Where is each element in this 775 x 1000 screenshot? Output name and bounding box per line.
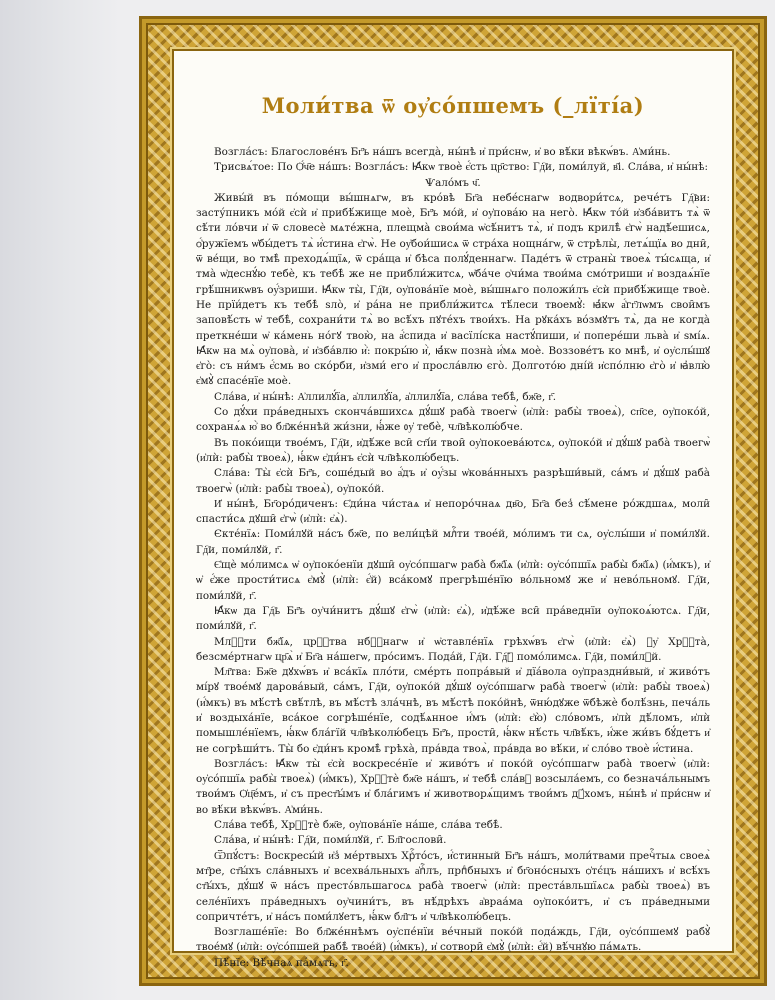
text-panel [172, 49, 734, 969]
paragraph: Ꙗ҆́кѡ да Гд҇ь Бг҃ъ оу҆чи́нитъ дꙋ́шꙋ є҆гѡ̀ (и҆лѝ: є҆ѧ̀), и҆дѣ́же вси̑ пра́веднїи оу҆покоѧ́ютсѧ. Гд҇и, поми́лꙋй, г҃. [196, 604, 710, 633]
paragraph: Млⷭ҇ти бж҃їѧ, црⷭ҇тва нбⷭ҇нагѡ и҆ ѡ҆ставле́нїѧ грѣхѡ́въ є҆гѡ̀ (и҆лѝ: є҆ѧ̀) ᲂу҆ Хрⷭ҇та̀, безсме́ртнагѡ цр҃ѧ̀ и҆ Бг҃а на́шегѡ, про́симъ. Пода́й, Гд҇и. Гд҇ꙋ помо́лимсѧ. Гд҇и, поми́лꙋй. [196, 635, 710, 663]
paragraph: Возгла́съ: Ꙗ҆́кѡ ты̀ є҆сѝ воскресе́нїе и҆ живо́тъ и҆ поко́й оу҆со́пшагѡ раба̀ твоегѡ̀ (и҆лѝ: оу҆со́пшїѧ рабы̀ твоеѧ̀) (и҆́мкъ), Хрⷭ҇тѐ бж҃е на́шъ, и҆ тебѣ̀ сла́вꙋ возсыла́емъ, со безнача́льнымъ твои́мъ Ѻ҆ц҃е́мъ, и҆ съ прест҃ы́мъ и҆ бла́гимъ и҆ животворѧ́щимъ твои́мъ дꙋ́хомъ, ны́нѣ и҆ при́снѡ и҆ во вѣ́ки вѣкѡ́въ. А҆ми́нь. [196, 757, 710, 816]
paragraph: Сла́ва, и҆ ны́нѣ: Гд҇и, поми́лꙋй, г҃. Бл҃гослови̑. [214, 834, 447, 847]
frame-pattern [146, 23, 760, 979]
paragraph: Мл҃тва: Бж҃е дꙋхѡ́въ и҆ вса́кїѧ пло́ти, сме́рть попра́вый и҆ дїа́вола оу҆праздни́вый, и҆ живо́тъ мі́рꙋ твое́мꙋ дарова́вый, са́мъ, Гд҇и, оу҆поко́й дꙋ́шꙋ оу҆со́пшагѡ раба̀ твоегѡ̀ (и҆лѝ: рабы̀ твоеѧ̀) (и҆́мкъ) въ мѣ́стѣ свѣ́тлѣ, въ мѣ́стѣ зла́чнѣ, въ мѣ́стѣ поко́йнѣ, ѿню́дꙋже ѿбѣжѐ болѣ́знь, печа́ль и҆ воздыха́нїе, вса́кое согрѣше́нїе, содѣ́ѧнное и҆́мъ (и҆лѝ: є҆ю̀) сло́вомъ, и҆лѝ дѣ́ломъ, и҆лѝ помышле́нїемъ, ꙗ҆́кѡ бла́гїй чл҃вѣколю́бецъ Бг҃ъ, прости̑, ꙗ҆́кѡ нѣ́сть чл҃вѣ́къ, и҆́же жи́въ бꙋ́детъ и҆ не согрѣши́тъ. Ты̀ бо є҆ди́нъ кромѣ̀ грѣха̀, пра́вда твоѧ̀, пра́вда во вѣ́ки, и҆ сло́во твоѐ и҆́стина. [196, 666, 710, 755]
background-page [0, 0, 120, 1000]
ornamental-frame [139, 16, 767, 986]
paragraph: Сла́ва, и҆ ны́нѣ: А҆ллилꙋ́їа, а҆ллилꙋ́їа, а҆ллилꙋ́їа, сла́ва тебѣ̀, бж҃е, г҃. [214, 390, 557, 403]
prayer-text [196, 145, 710, 971]
paragraph: Въ поко́ищи твое́мъ, Гд҇и, и҆дѣ́же вси̑ ст҃і́и твои̑ оу҆покоева́ютсѧ, оу҆поко́й и҆ дꙋ́шꙋ раба̀ твоегѡ̀ (и҆лѝ: рабы̀ твоеѧ̀), ꙗ҆́кѡ є҆ди́нъ є҆сѝ чл҃вѣколю́бецъ. [196, 436, 710, 464]
paragraph: Сла́ва тебѣ̀, Хрⷭ҇тѐ бж҃е, оу҆пова́нїе на́ше, сла́ва тебѣ̀. [214, 819, 503, 832]
paragraph: И҆ ны́нѣ, Бг҃оро́диченъ: Є҆ди́на чи́стаѧ и҆ непоро́чнаѧ дв҃о, Бг҃а без̾ сѣ́мене ро́ждшаѧ, моли̑ спасти́сѧ дꙋши̑ є҆гѡ̀ (и҆лѝ: є҆ѧ̀). [196, 497, 710, 526]
paragraph: Сла́ва: Ты̀ є҆сѝ Бг҃ъ, соше́дый во а҆́дъ и҆ оу҆́зы ѡ҆кова́нныхъ разрѣши́вый, са́мъ и҆ дꙋ́шꙋ раба̀ твоегѡ̀ (и҆лѝ: рабы̀ твоеѧ̀), оу҆поко́й. [196, 467, 710, 495]
paragraph: Возглаше́нїе: Во бл҃же́ннѣмъ оу҆спе́нїи ве́чный поко́й пода́ждь, Гд҇и, оу҆со́пшемꙋ рабꙋ̀ твое́мꙋ (и҆лѝ: оу҆со́пшей рабѣ̀ твое́й) (и҆́мкъ), и҆ сотвори̑ є҆мꙋ̀ (и҆лѝ: є҆́й) вѣ́чнꙋю па́мѧть. [196, 926, 710, 954]
paragraph: Со дꙋ́хи пра́ведныхъ сконча́вшихсѧ дꙋ́шꙋ раба̀ твоегѡ̀ (и҆лѝ: рабы̀ твоеѧ̀), сп҃се, оу҆поко́й, сохранѧ́ѧ ю҆̀ во бл҃же́ннѣй жи́зни, ꙗ҆́же ᲂу҆ тебѐ, чл҃вѣколю́бче. [196, 406, 710, 434]
document-title: Моли́тва ѿ оу҆со́пшемъ (_лїті́а) [261, 93, 645, 118]
paragraph: Є҆щѐ мо́лимсѧ ѡ҆ оу҆поко́енїи дꙋши̑ оу҆со́пшагѡ раба̀ бж҃їѧ (и҆лѝ: оу҆со́пшїѧ рабы̀ бж҃їѧ) (и҆́мкъ), и҆ ѡ҆ є҆́же прости́тисѧ є҆мꙋ̀ (и҆лѝ: є҆́й) вса́комꙋ прегрѣше́нїю во́льномꙋ же и҆ нево́льномꙋ. Гд҇и, поми́лꙋй, г҃. [196, 559, 710, 602]
paragraph: Трисвѧ́тое: По Ѻ҆́ч҃е на́шъ: Возгла́съ: Ꙗ҆́кѡ твоѐ є҆́сть цр҃ство: Гд҇и, поми́луй, в҃і. Сла́ва, и҆ ны́нѣ: [214, 161, 708, 174]
paragraph: Ѿпꙋ́стъ: Воскресы́й и҆з̾ ме́ртвыхъ Хрⷭ҇то́съ, и҆́стинный Бг҃ъ на́шъ, моли́твами пречⷭ҇тыѧ своеѧ̀ мт҃ре, ст҃ы́хъ сла́вныхъ и҆ всехва́льныхъ а҆пⷭ҇лъ, прпⷣбныхъ и҆ бг҃оно́сныхъ ѻ҆тє́цъ на́шихъ и҆ всѣ́хъ ст҃ы́хъ, дꙋ́шꙋ ѿ на́съ престა́вльшагосѧ раба̀ твоегѡ̀ (и҆лѝ: преста́вльшїѧсѧ рабы̀ твоеѧ̀) въ селе́нїихъ пра́ведныхъ оу҆чини́тъ, въ нѣ́дрѣхъ а҆враа́ма оу҆поко́итъ, и҆ съ пра́ведными сопричте́тъ, и҆ на́съ поми́лꙋетъ, ꙗ҆́кѡ бл҃гъ и҆ чл҃вѣколю́бецъ. [196, 849, 710, 923]
psalm-heading: Ѱало́мъ ч҃. [425, 176, 481, 189]
paragraph: Живы́й въ по́мощи вы́шнѧгѡ, въ кро́вѣ Бг҃а небе́снагѡ водвори́тсѧ, рече́тъ Гд҇ви: засту́пникъ мо́й є҆сѝ и҆ прибѣ́жище моѐ, Бг҃ъ мо́й, и҆ оу҆пова́ю на него̀. Ꙗ҆́кѡ то́й и҆зба́витъ тѧ̀ ѿ сѣ́ти ло́вчи и҆ ѿ словесѐ мѧте́жна, плещма̀ свои́ма ѡ҆сѣ́нитъ тѧ̀, и҆ подъ крилѣ̀ є҆гѡ̀ надѣ́ешисѧ, ѻ҆́ружїемъ ѡ҆бы́детъ тѧ̀ и҆́стина є҆гѡ̀. Не оу҆бои́шисѧ ѿ стра́ха нощна́гѡ, ѿ стрѣлы̀, летѧ́щїѧ во дни̑, ѿ ве́щи, во тмѣ̀ преходѧ́щїѧ, ѿ сра́ща и҆ бѣса полꙋ́деннагѡ. Паде́тъ ѿ страны̀ твоеѧ̀ ты́сѧща, и҆ тма̀ ѡ҆деснꙋ́ю тебѐ, къ тебѣ̀ же не прибли́житсѧ, ѡ҆ба́че ѻ҆чи́ма твои́ма смо́триши и҆ воздаѧ́нїе грѣ́шникѡвъ оу҆́зриши. Ꙗ҆́кѡ ты̀, Гд҇и, оу҆пова́нїе моѐ, вы́шнѧго положи́лъ є҆сѝ прибѣ́жище твоѐ. Не прїи́детъ къ тебѣ̀ ѕло̀, и҆ ра́на не прибли́житсѧ тѣ́леси твоемꙋ̀: ꙗ҆́кѡ а҆́гг҃лѡмъ свои̑мъ заповѣ́сть ѡ҆ тебѣ̀, сохрани́ти тѧ̀ во всѣ́хъ пꙋте́хъ твои́хъ. На рꙋка́хъ во́змꙋтъ тѧ̀, да не когда̀ преткне́ши ѡ҆ ка́мень но́гꙋ твою̀, на а҆́спида и҆ васїлі́ска настꙋ́пиши, и҆ попере́ши льва̀ и҆ ѕмі́ѧ. Ꙗ҆́кѡ на мѧ̀ оу҆пова̀, и҆ и҆зба́влю и҆̀: покры́ю и҆̀, ꙗ҆́кѡ позна̀ и҆́мѧ моѐ. Воззове́тъ ко мнѣ̀, и҆ оу҆слы́шꙋ є҆го̀: съ ни́мъ є҆́смь во ско́рби, и҆зми́ его и҆ просла́влю єго̀. Долгото́ю дні́й и҆спо́лню є҆го̀ и҆ ꙗ҆влю̀ є҆мꙋ̀ спасе́нїе моѐ. [196, 191, 710, 388]
paragraph: Возгла́съ: Благослове́нъ Бг҃ъ на́шъ всегда̀, ны́нѣ и҆ при́снѡ, и҆ во вѣ́ки вѣкѡ́въ. А҆ми́нь. [214, 146, 671, 158]
paragraph: Пѣ́нїе: Вѣ́чнаѧ па́мѧть, г҃. [214, 956, 349, 969]
paragraph: Єкте́нїѧ: Поми́лꙋй на́съ бж҃е, по вели́цѣй млⷭ҇ти твое́й, мо́лимъ ти сѧ, оу҆слы́ши и҆ поми́лꙋй. Гд҇и, поми́лꙋй, г҃. [196, 528, 710, 556]
